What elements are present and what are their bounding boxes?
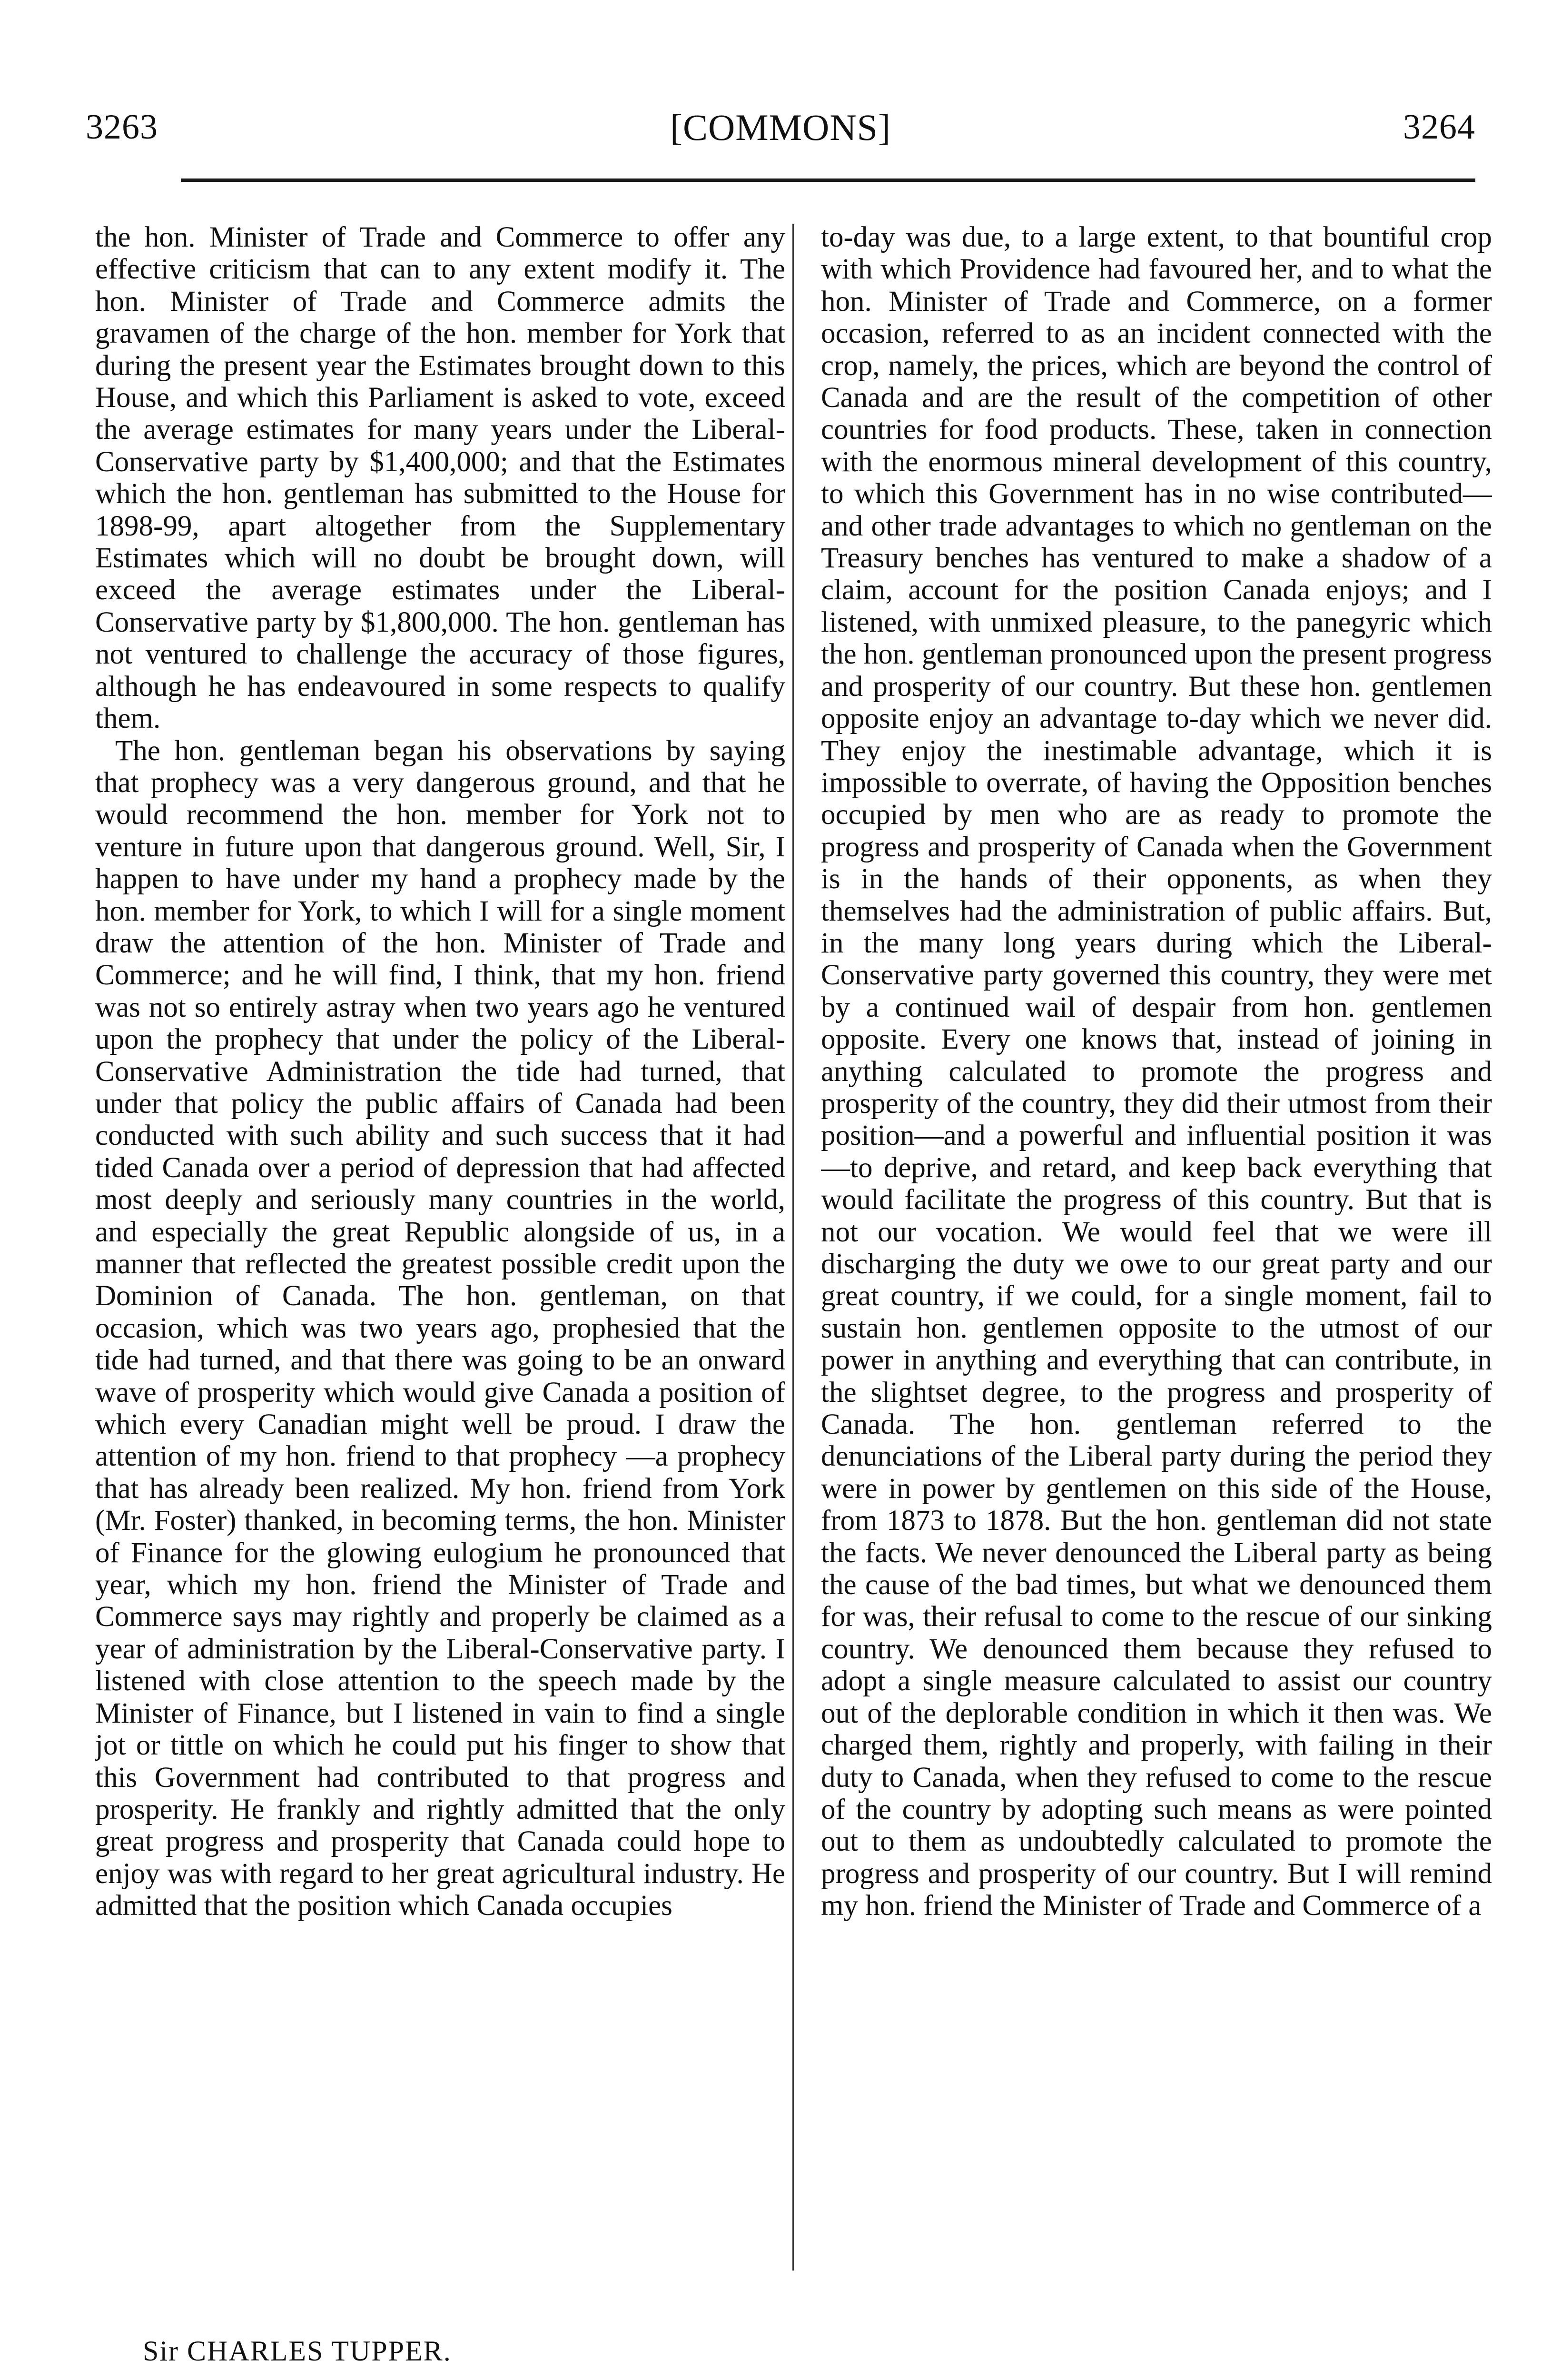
- page-title: [COMMONS]: [670, 106, 891, 148]
- paragraph: to-day was due, to a large extent, to that bountiful crop with which Providence had favoured her, and to what the hon. Minister of Trade and Commerce, on a former occasion, referred to as an incident connected with the crop, namely, the prices, which are beyond the control of Canada and are the result of the competition of other countries for food products. These, taken in connection with the enormous mineral development of this country, to which this Government has in no wise contributed—and other trade advantages to which no gentleman on the Treasury benches has ventured to make a shadow of a claim, account for the position Canada enjoys; and I listened, with unmixed pleasure, to the panegyric which the hon. gentleman pronounced upon the present progress and prosperity of our country. But these hon. gentlemen opposite enjoy an advantage to-day which we never did. They enjoy the inestimable advantage, which it is impossible to overrate, of having the Opposition benches occupied by men who are as ready to promote the progress and prosperity of Canada when the Government is in the hands of their opponents, as when they themselves had the administration of public affairs. But, in the many long years during which the Liberal-Conservative party governed this country, they were met by a continued wail of despair from hon. gentlemen opposite. Every one knows that, instead of joining in anything calculated to promote the progress and prosperity of the country, they did their utmost from their position—and a powerful and influential position it was—to deprive, and retard, and keep back everything that would facilitate the progress of this country. But that is not our vocation. We would feel that we were ill discharging the duty we owe to our great party and our great country, if we could, for a single moment, fail to sustain hon. gentlemen opposite to the utmost of our power in anything and everything that can contribute, in the slightset degree, to the progress and prosperity of Canada. The hon. gentleman referred to the denunciations of the Liberal party during the period they were in power by gentlemen on this side of the House, from 1873 to 1878. But the hon. gentleman did not state the facts. We never denounced the Liberal party as being the cause of the bad times, but what we denounced them for was, their refusal to come to the rescue of our sinking country. We denounced them because they refused to adopt a single measure calculated to assist our country out of the deplorable condition in which it then was. We charged them, rightly and properly, with failing in their duty to Canada, when they refused to come to the rescue of the country by adopting such means as were pointed out to them as undoubtedly calculated to promote the progress and prosperity of our country. But I will remind my hon. friend the Minister of Trade and Commerce of a: [821, 221, 1492, 1922]
- page-header: [86, 105, 1475, 150]
- page-number-right: 3264: [1403, 108, 1475, 147]
- text-column-left: [95, 221, 785, 2325]
- paragraph: the hon. Minister of Trade and Commerce to offer any effective criticism that can to any extent modify it. The hon. Minister of Trade and Commerce admits the gravamen of the charge of the hon. member for York that during the present year the Estimates brought down to this House, and which this Parliament is asked to vote, exceed the average estimates for many years under the Liberal-Conservative party by $1,400,000; and that the Estimates which the hon. gentleman has submitted to the House for 1898-99, apart altogether from the Supplementary Estimates which will no doubt be brought down, will exceed the average estimates under the Liberal-Conservative party by $1,800,000. The hon. gentleman has not ventured to challenge the accuracy of those figures, although he has endeavoured in some respects to qualify them.: [95, 221, 785, 735]
- header-rule: [181, 178, 1475, 182]
- paragraph: The hon. gentleman began his observations by saying that prophecy was a very dangerous ground, and that he would recommend the hon. member for York not to venture in future upon that dangerous ground. Well, Sir, I happen to have under my hand a prophecy made by the hon. member for York, to which I will for a single moment draw the attention of the hon. Minister of Trade and Commerce; and he will find, I think, that my hon. friend was not so entirely astray when two years ago he ventured upon the prophecy that under the policy of the Liberal-Conservative Administration the tide had turned, that under that policy the public affairs of Canada had been conducted with such ability and such success that it had tided Canada over a period of depression that had affected most deeply and seriously many countries in the world, and especially the great Republic alongside of us, in a manner that reflected the greatest possible credit upon the Dominion of Canada. The hon. gentleman, on that occasion, which was two years ago, prophesied that the tide had turned, and that there was going to be an onward wave of prosperity which would give Canada a position of which every Canadian might well be proud. I draw the attention of my hon. friend to that prophecy —a prophecy that has already been realized. My hon. friend from York (Mr. Foster) thanked, in becoming terms, the hon. Minister of Finance for the glowing eulogium he pronounced that year, which my hon. friend the Minister of Trade and Commerce says may rightly and properly be claimed as a year of administration by the Liberal-Conservative party. I listened with close attention to the speech made by the Minister of Finance, but I listened in vain to find a single jot or tittle on which he could put his finger to show that this Government had contributed to that progress and prosperity. He frankly and rightly admitted that the only great progress and prosperity that Canada could hope to enjoy was with regard to her great agricultural industry. He admitted that the position which Canada occupies: [95, 734, 785, 1922]
- speaker-footer: Sir CHARLES TUPPER.: [143, 2335, 452, 2367]
- column-divider: [792, 224, 794, 2271]
- page-number-left: 3263: [86, 108, 158, 147]
- text-column-right: [821, 221, 1492, 2325]
